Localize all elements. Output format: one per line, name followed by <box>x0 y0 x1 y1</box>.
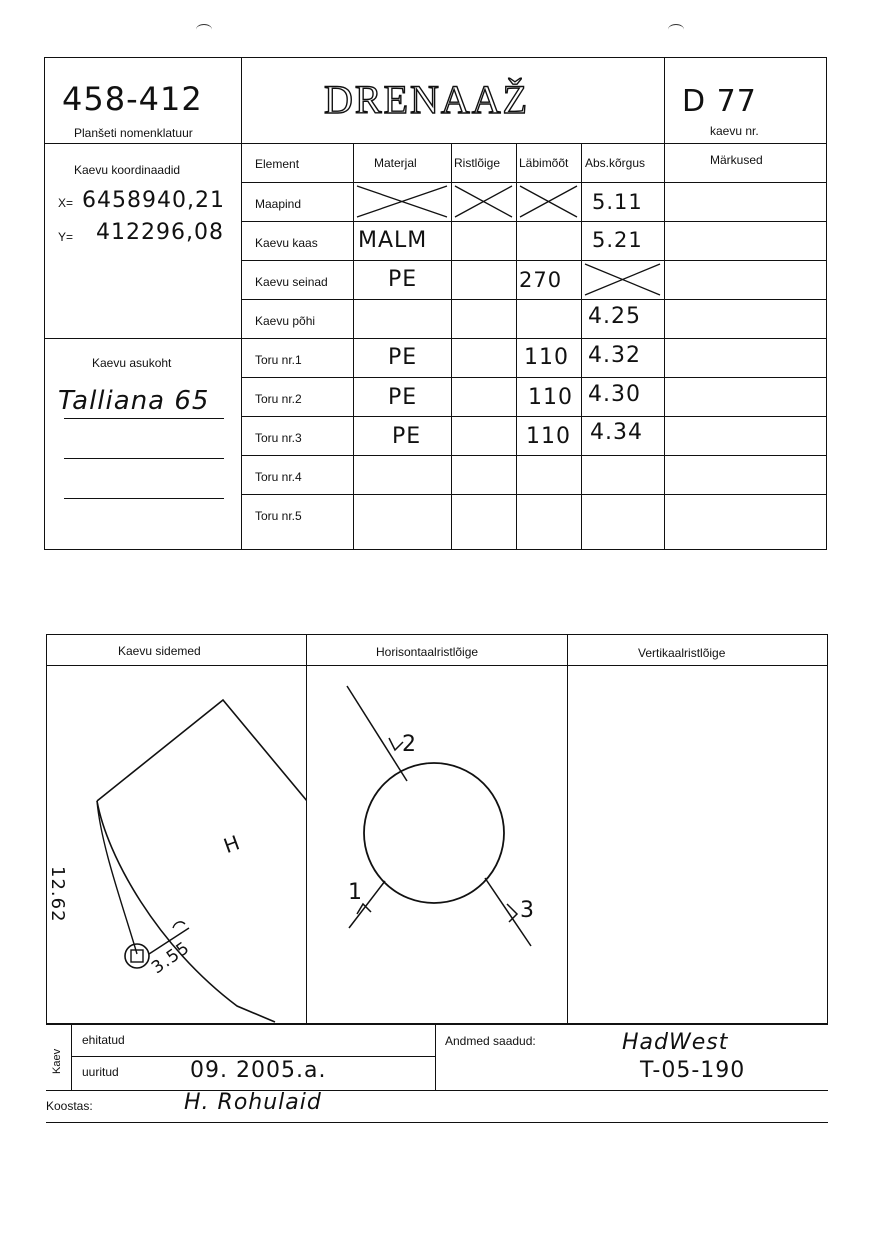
header-diameter: Läbimõõt <box>519 156 569 170</box>
row-diameter-3: 270 <box>519 268 563 292</box>
sketch-col1-heading: Kaevu sidemed <box>118 644 201 658</box>
row-element-5: Toru nr.1 <box>255 353 302 367</box>
footer-mid-divider <box>435 1024 436 1090</box>
row-element-3: Kaevu seinad <box>255 275 328 289</box>
surveyed-value: 09. 2005.a. <box>190 1058 327 1083</box>
pipe-label-1: 1 <box>348 880 363 905</box>
col-line-elevation <box>581 143 582 550</box>
house-mark: H <box>220 829 244 859</box>
sketch-divider-2 <box>567 634 568 1024</box>
row-line <box>241 416 827 417</box>
well-number: D 77 <box>682 84 757 119</box>
footer-row-line <box>71 1056 435 1057</box>
location-line <box>64 498 224 499</box>
row-element-9: Toru nr.5 <box>255 509 302 523</box>
row-element-1: Maapind <box>255 197 302 211</box>
x-value: 6458940,21 <box>82 188 225 213</box>
crossed-cell <box>451 182 516 221</box>
row-diameter-5: 110 <box>524 345 569 370</box>
pipe-label-2: 2 <box>402 732 417 757</box>
divider-left <box>241 57 242 550</box>
compiled-label: Koostas: <box>46 1099 93 1113</box>
row-elevation-1: 5.11 <box>592 190 643 214</box>
row-line <box>241 494 827 495</box>
row-material-2: MALM <box>358 228 428 253</box>
horizontal-section-sketch <box>307 666 567 1023</box>
y-value: 412296,08 <box>96 220 224 245</box>
surveyed-label: uuritud <box>82 1065 119 1079</box>
header-notes: Märkused <box>710 153 763 167</box>
y-label: Y= <box>58 230 74 244</box>
x-label: X= <box>58 196 74 210</box>
crossed-cell <box>581 260 664 299</box>
header-cross: Ristlõige <box>454 156 501 170</box>
header-material: Materjal <box>374 156 417 170</box>
row-elevation-7: 4.34 <box>590 420 643 445</box>
side-label: Kaev <box>51 1048 63 1074</box>
pipe-label-3: 3 <box>520 898 535 923</box>
sheet-number: 458-412 <box>62 80 203 118</box>
punch-hole-left <box>196 24 212 35</box>
row-element-7: Toru nr.3 <box>255 431 302 445</box>
header-element: Element <box>255 157 300 171</box>
punch-hole-right <box>668 24 684 35</box>
data-label: Andmed saadud: <box>445 1034 536 1048</box>
built-label: ehitatud <box>82 1033 125 1047</box>
data-value-2: T-05-190 <box>640 1058 746 1083</box>
row-line <box>241 299 827 300</box>
row-material-5: PE <box>388 345 418 370</box>
row-elevation-2: 5.21 <box>592 228 643 252</box>
well-label: kaevu nr. <box>710 124 759 138</box>
row-material-6: PE <box>388 385 418 410</box>
row-line <box>241 260 827 261</box>
row-line <box>44 338 827 339</box>
row-element-4: Kaevu põhi <box>255 314 316 328</box>
crossed-cell <box>516 182 581 221</box>
location-heading: Kaevu asukoht <box>92 356 172 370</box>
location-line <box>64 418 224 419</box>
form-title: DRENAAŽ <box>324 77 530 122</box>
location-value: Talliana 65 <box>58 386 210 416</box>
site-tie-sketch <box>47 666 306 1023</box>
row-line <box>241 221 827 222</box>
footer-row-line <box>46 1090 828 1091</box>
sheet-label: Planšeti nomenklatuur <box>74 126 193 140</box>
row-elevation-5: 4.32 <box>588 343 641 368</box>
sketch-col2-heading: Horisontaalristlõige <box>376 645 479 659</box>
sketch-col3-heading: Vertikaalristlõige <box>638 646 726 660</box>
footer-bottom-line <box>46 1122 828 1123</box>
row-elevation-4: 4.25 <box>588 304 641 329</box>
dimension-a: 12.62 <box>47 866 68 923</box>
row-elevation-6: 4.30 <box>588 382 641 407</box>
row-line <box>241 377 827 378</box>
header-bottom-line <box>44 143 827 144</box>
divider-right <box>664 57 665 550</box>
row-line <box>241 455 827 456</box>
crossed-cell <box>353 182 451 221</box>
row-diameter-6: 110 <box>528 385 573 410</box>
row-element-2: Kaevu kaas <box>255 236 318 250</box>
compiled-value: H. Rohulaid <box>184 1090 322 1115</box>
location-line <box>64 458 224 459</box>
row-material-7: PE <box>392 424 422 449</box>
dimension-b: 3.55 <box>148 937 194 979</box>
row-diameter-7: 110 <box>526 424 571 449</box>
row-material-3: PE <box>388 267 418 292</box>
footer-top-line <box>46 1024 828 1025</box>
coordinates-heading: Kaevu koordinaadid <box>74 163 181 177</box>
header-elevation: Abs.kõrgus <box>585 156 646 170</box>
row-element-6: Toru nr.2 <box>255 392 302 406</box>
row-element-8: Toru nr.4 <box>255 470 302 484</box>
footer-side-divider <box>71 1024 72 1090</box>
data-value-1: HadWest <box>622 1030 729 1055</box>
